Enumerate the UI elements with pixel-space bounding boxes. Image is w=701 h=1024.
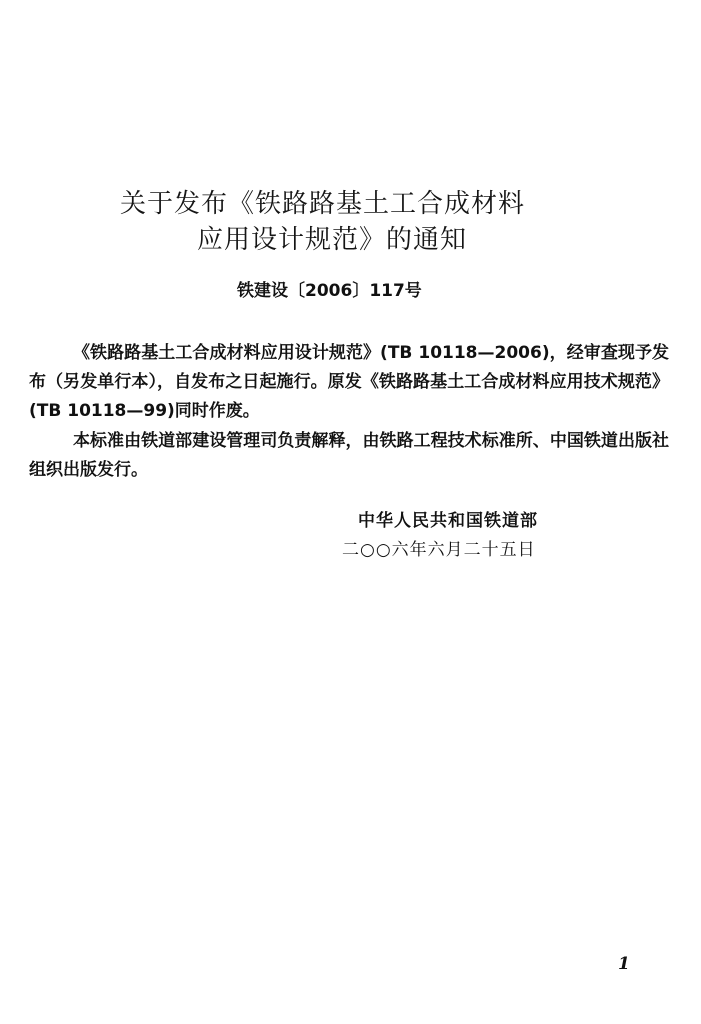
body-paragraph-1: 《铁路路基土工合成材料应用设计规范》(TB 10118—2006)，经审查现予发布（另发单行本），自发布之日起施行。原发《铁路路基土工合成材料应用技术规范》(TB 10118—99)同时作废。 (29, 343, 669, 421)
issuer-signature: 中华人民共和国铁道部 (358, 511, 538, 531)
issue-date: 二○○六年六月二十五日 (342, 540, 536, 560)
notice-title-line-2: 应用设计规范》的通知 (197, 225, 468, 255)
notice-title-line-1: 关于发布《铁路路基土工合成材料 (120, 189, 526, 219)
page-number: 1 (618, 954, 630, 974)
document-number: 铁建设〔2006〕117号 (237, 281, 422, 301)
body-paragraph-2: 本标准由铁道部建设管理司负责解释，由铁路工程技术标准所、中国铁道出版社组织出版发行。 (29, 431, 669, 480)
